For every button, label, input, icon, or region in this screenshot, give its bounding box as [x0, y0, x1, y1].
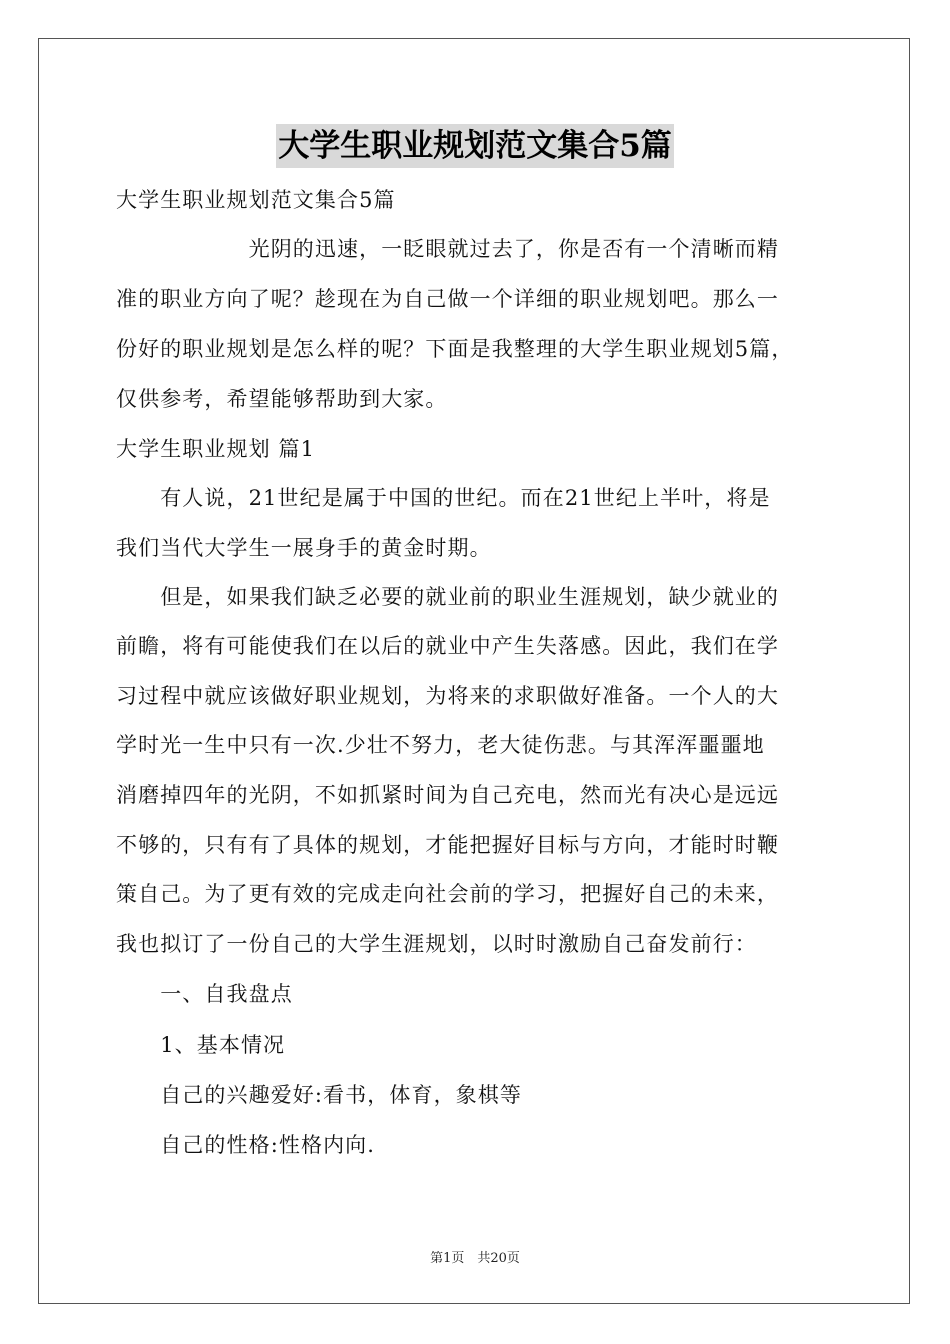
list-subheading: 1、基本情况 [116, 1033, 286, 1057]
paragraph-line: 不够的，只有有了具体的规划，才能把握好目标与方向，才能时时鞭 [116, 833, 779, 857]
paragraph-line: 策自己。为了更有效的完成走向社会前的学习，把握好自己的未来， [116, 882, 779, 906]
paragraph-line: 前瞻，将有可能使我们在以后的就业中产生失落感。因此，我们在学 [116, 634, 779, 658]
list-item: 自己的性格:性格内向. [116, 1133, 376, 1157]
list-heading: 一、自我盘点 [116, 982, 293, 1006]
document-title: 大学生职业规划范文集合5篇 [276, 124, 674, 168]
paragraph-line: 份好的职业规划是怎么样的呢？下面是我整理的大学生职业规划5篇， [116, 337, 794, 361]
paragraph-line: 我也拟订了一份自己的大学生涯规划，以时时激励自己奋发前行： [116, 932, 757, 956]
paragraph-line: 但是，如果我们缺乏必要的就业前的职业生涯规划，缺少就业的 [116, 585, 779, 609]
page-border [38, 38, 910, 1304]
list-item: 自己的兴趣爱好:看书，体育，象棋等 [116, 1083, 522, 1107]
paragraph-line: 学时光一生中只有一次.少壮不努力，老大徒伤悲。与其浑浑噩噩地 [116, 733, 765, 757]
paragraph-line: 仅供参考，希望能够帮助到大家。 [116, 387, 448, 411]
paragraph-line: 消磨掉四年的光阴，不如抓紧时间为自己充电，然而光有决心是远远 [116, 783, 779, 807]
paragraph-line: 光阴的迅速，一眨眼就过去了，你是否有一个清晰而精 [116, 237, 779, 261]
document-subtitle: 大学生职业规划范文集合5篇 [116, 188, 396, 212]
paragraph-line: 我们当代大学生一展身手的黄金时期。 [116, 536, 492, 560]
paragraph-line: 习过程中就应该做好职业规划，为将来的求职做好准备。一个人的大 [116, 684, 779, 708]
section-heading: 大学生职业规划 篇1 [116, 437, 316, 461]
title-container [0, 124, 950, 168]
paragraph-line: 有人说，21世纪是属于中国的世纪。而在21世纪上半叶，将是 [116, 486, 771, 510]
page-footer: 第1页 共20页 [430, 1251, 520, 1266]
paragraph-line: 准的职业方向了呢？趁现在为自己做一个详细的职业规划吧。那么一 [116, 287, 779, 311]
